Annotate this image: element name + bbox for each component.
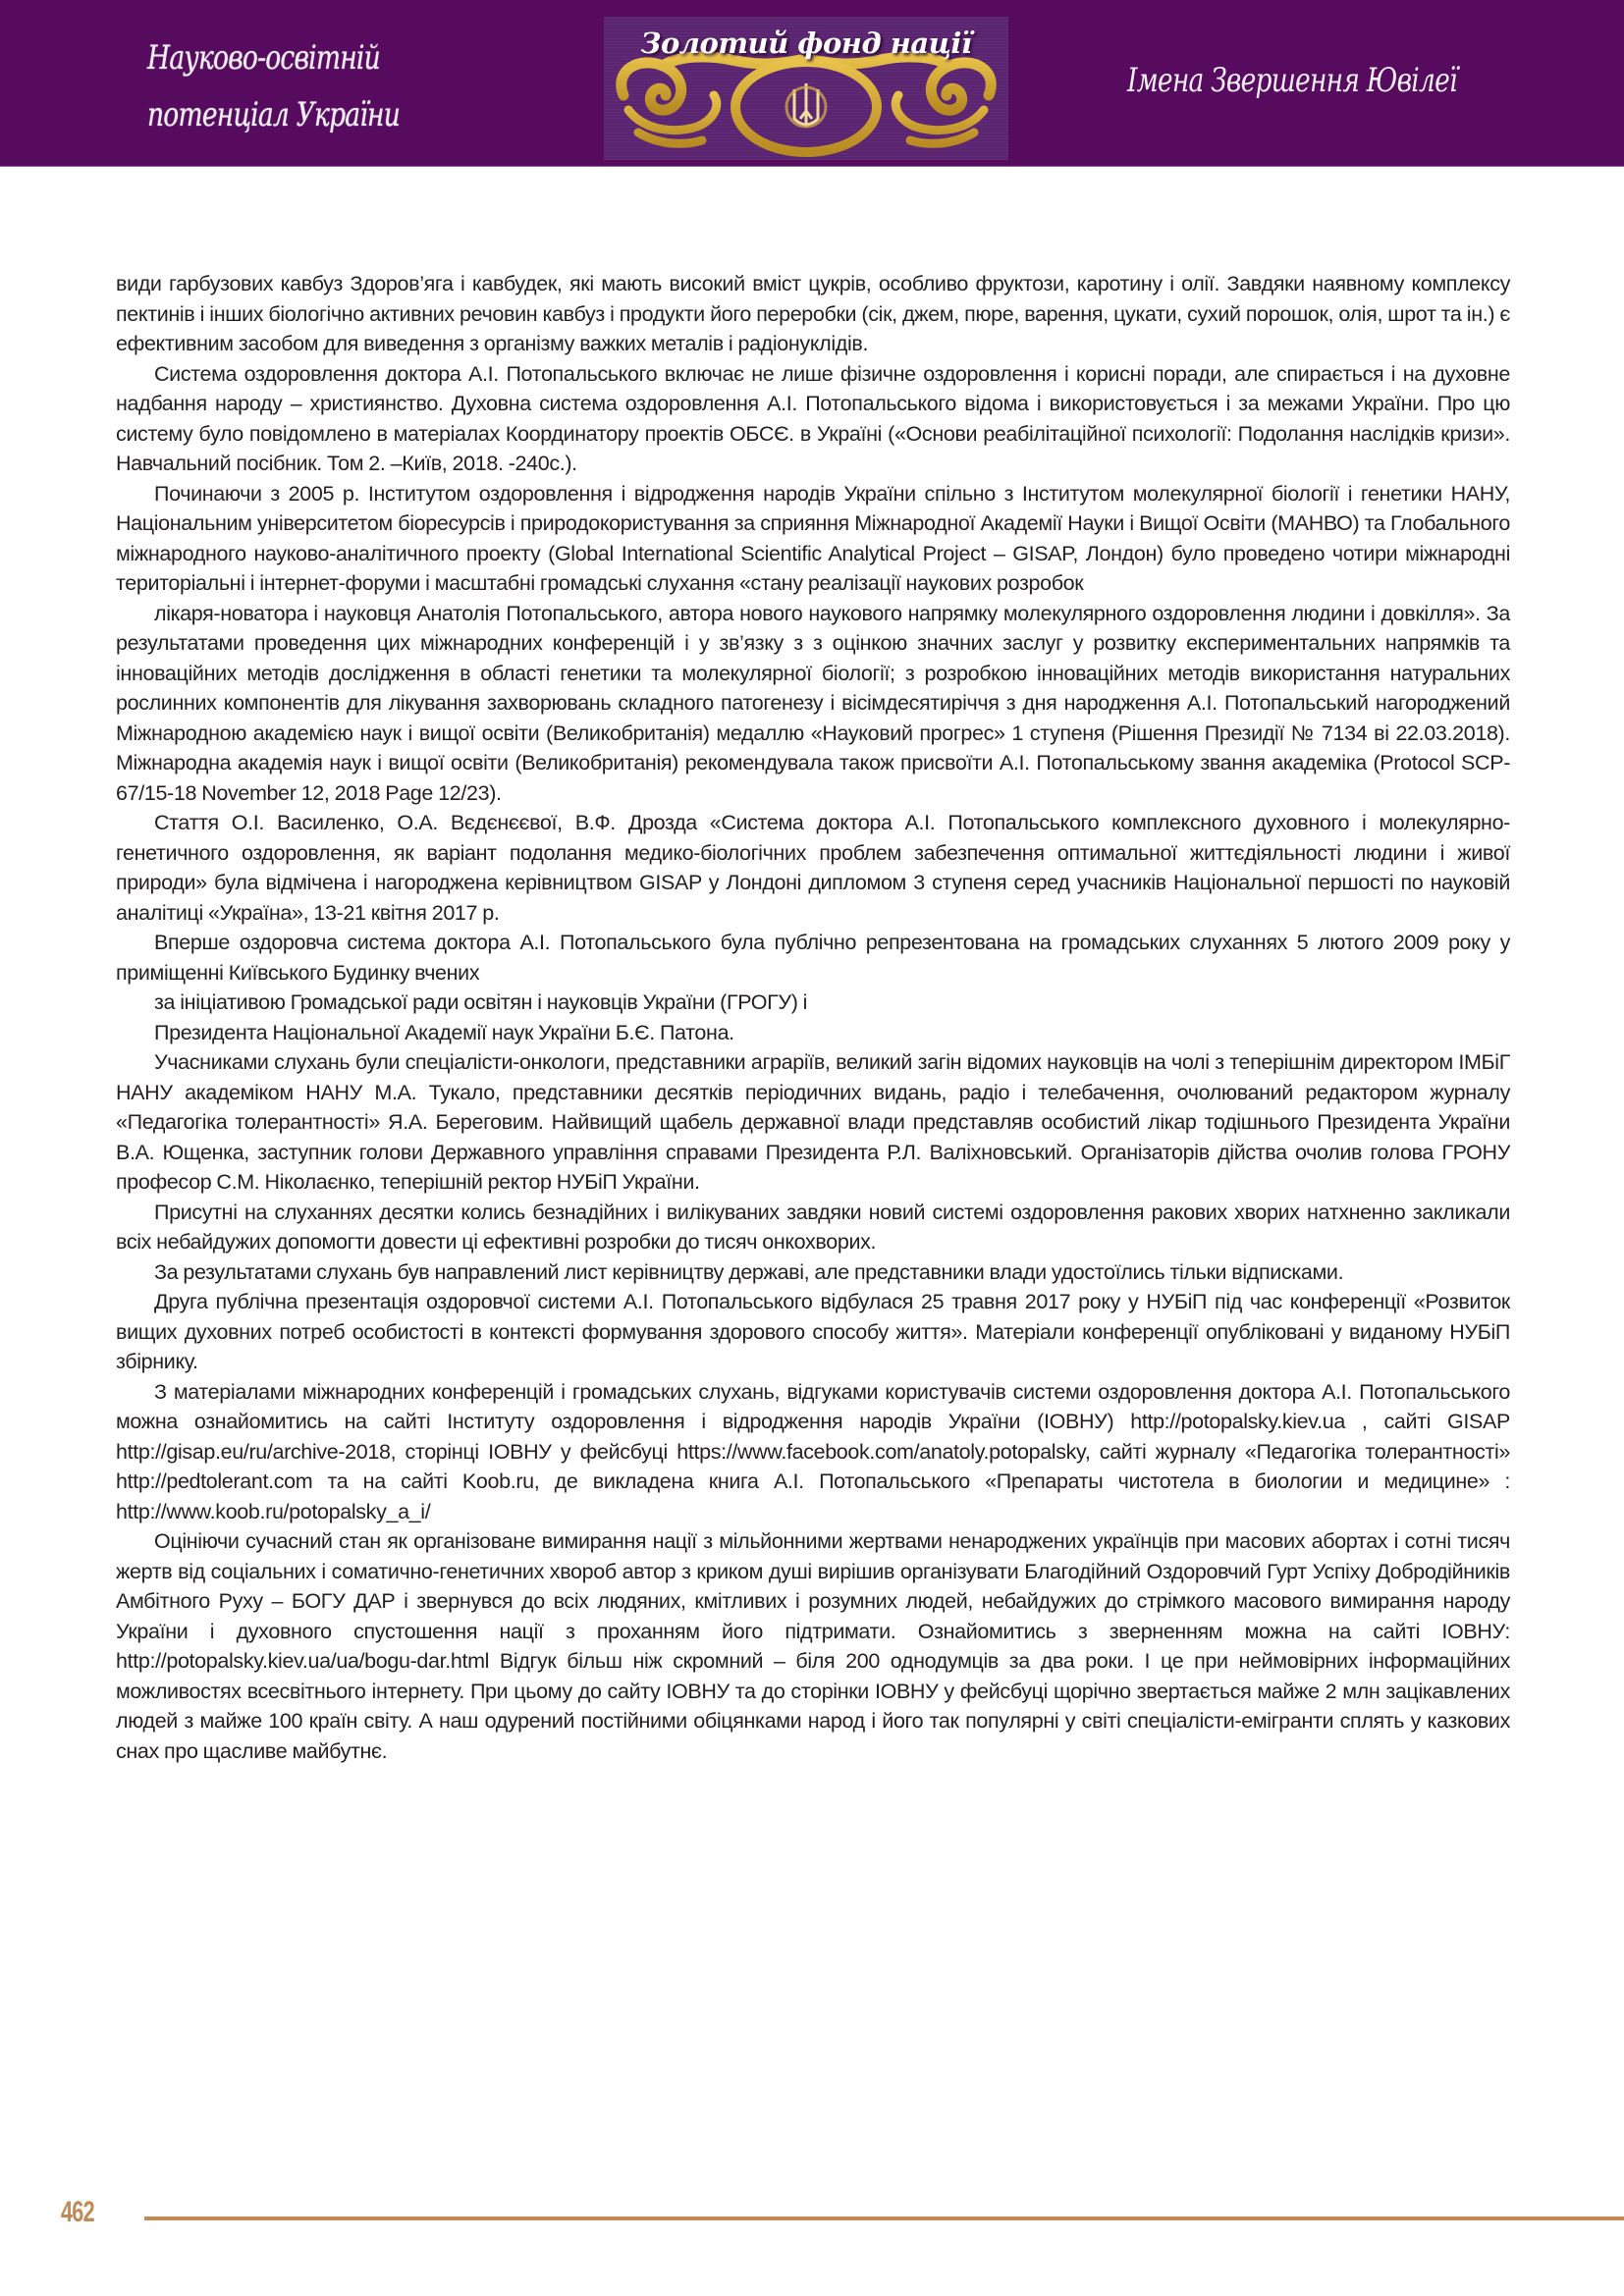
- paragraph: Присутні на слуханнях десятки колись безнадійних і вилікуваних завдяки новий системі оздоровлення ракових хворих натхненно закликали всіх небайдужих допомогти довести ці ефективні розробки до тисяч онкохворих.: [116, 1200, 1510, 1254]
- paragraph: за ініціативою Громадської ради освітян і науковців України (ГРОГУ) і: [154, 990, 808, 1014]
- paragraph: Вперше оздоровча система доктора А.І. Потопальського була публічно репрезентована на громадських слуханнях 5 лютого 2009 року у приміщенні Київського Будинку вчених: [116, 931, 1510, 985]
- paragraph: лікаря-новатора і науковця Анатолія Потопальського, автора нового наукового напрямку молекулярного оздоровлення людини і довкілля». За результатами проведення цих міжнародних конференцій і у зв’язку з з оцінкою значних заслуг у розвитку експериментальних напрямків та інноваційних методів дослідження в області генетики та молекулярної біології; з розробкою інноваційних методів використання натуральних рослинних компонентів для лікування захворювань складного патогенезу і вісімдесятиріччя з дня народження А.І. Потопальський нагороджений Міжнародною академією наук і вищої освіти (Великобританія) медаллю «Науковий прогрес» 1 ступеня (Рішення Президії № 7134 ві 22.03.2018). Міжнародна академія наук і вищої освіти (Великобританія) рекомендувала також присвоїти А.І. Потопальському звання академіка (Protocol SCP-67/15-18 November 12, 2018 Page 12/23).: [116, 601, 1510, 805]
- paragraph: Президента Національної Академії наук України Б.Є. Патона.: [154, 1020, 734, 1044]
- article-body: [116, 269, 1510, 1766]
- page-header: [0, 0, 1624, 167]
- header-section-title: [147, 29, 401, 143]
- header-right-title: Імена Звершення Ювілеї: [1127, 61, 1457, 100]
- paragraph: Стаття О.І. Василенко, О.А. Вєдєнєєвої, В.Ф. Дрозда «Система доктора А.І. Потопальського комплексного духовного і молекулярно-генетичного оздоровлення, як варіант подолання медико-біологічних проблем забезпечення оптимальної життєдіяльності людини і живої природи» була відмічена і нагороджена керівництвом GISAP у Лондоні дипломом 3 ступеня серед учасників Національної першості по науковій аналітиці «Україна», 13-21 квітня 2017 р.: [116, 811, 1510, 925]
- golden-fund-logo: [604, 17, 1008, 160]
- page-number: 462: [61, 2196, 94, 2228]
- footer-divider: [144, 2216, 1624, 2220]
- paragraph: Оцініючи сучасний стан як організоване вимирання нації з мільйонними жертвами ненароджених українців при масових абортах і сотні тисяч жертв від соціальних і соматично-генетичних хвороб автор з криком душі вирішив організувати Благодійний Оздоровчий Гурт Успіху Добродійників Амбітного Руху – БОГУ ДАР і звернувся до всіх людяних, кмітливих і розумних людей, небайдужих до стрімкого масового вимирання народу України і духовного спустошення нації з проханням його підтримати. Ознайомитись з зверненням можна на сайті ІОВНУ: http://potopalsky.kiev.ua/ua/bogu-dar.html Відгук більш ніж скромний – біля 200 однодумців за два роки. І це при неймовірних інформаційних можливостях всесвітнього інтернету. При цьому до сайту ІОВНУ та до сторінки ІОВНУ у фейсбуці щорічно звертається майже 2 млн зацікавлених людей з майже 100 країн світу. А наш одурений постійними обіцянками народ і його так популярні у світі спеціалісти-емігранти сплять у казкових снах про щасливе майбутнє.: [116, 1529, 1510, 1763]
- paragraph: Починаючи з 2005 р. Інститутом оздоровлення і відродження народів України спільно з Інститутом молекулярної біології і генетики НАНУ, Національним університетом біоресурсів і природокористування за сприяння Міжнародної Академії Науки і Вищої Освіти (МАНВО) та Глобального міжнародного науково-аналітичного проекту (Global International Scientific Analytical Project – GISAP, Лондон) було проведено чотири міжнародні територіальні і інтернет-форуми і масштабні громадські слухання «стану реалізації наукових розробок: [116, 481, 1510, 595]
- logo-title: Золотий фонд нації: [640, 27, 972, 60]
- header-left-line2: потенціал України: [147, 95, 401, 134]
- paragraph: За результатами слухань був направлений лист керівництву державі, але представники влади удостоїлись тільки відписками.: [154, 1259, 1344, 1284]
- paragraph: Друга публічна презентація оздоровчої системи А.І. Потопальського відбулася 25 травня 2017 року у НУБіП під час конференції «Розвиток вищих духовних потреб особистості в контексті формування здорового способу життя». Матеріали конференції опубліковані у виданому НУБіП збірнику.: [116, 1290, 1510, 1373]
- paragraph: З матеріалами міжнародних конференцій і громадських слухань, відгуками користувачів системи оздоровлення доктора А.І. Потопальського можна ознайомитись на сайті Інституту оздоровлення і відродження народів України (ІОВНУ) http://potopalsky.kiev.ua , сайті GISAP http://gisap.eu/ru/archive-2018, сторінці ІОВНУ у фейсбуці https://www.facebook.com/anatoly.potopalsky, сайті журналу «Педагогіка толерантності» http://pedtolerant.com та на сайті Koob.ru, де викладена книга А.І. Потопальського «Препараты чистотела в биологии и медицине» : http://www.koob.ru/potopalsky_a_i/: [116, 1379, 1510, 1523]
- header-left-line1: Науково-освітній: [147, 38, 380, 78]
- paragraph: види гарбузових кавбуз Здоров’яга і кавбудек, які мають високий вміст цукрів, особливо фруктози, каротину і олії. Завдяки наявному комплексу пектинів і інших біологічно активних речовин кавбуз і продукти його переробки (сік, джем, пюре, варення, цукати, сухий порошок, олія, шрот та ін.) є ефективним засобом для виведення з організму важких металів і радіонуклідів.: [116, 272, 1510, 355]
- paragraph: Система оздоровлення доктора А.І. Потопальського включає не лише фізичне оздоровлення і корисні поради, але спирається і на духовне надбання народу – християнство. Духовна система оздоровлення А.І. Потопальського відома і використовується і за межами України. Про цю систему було повідомлено в матеріалах Координатору проектів ОБСЄ. в Україні («Основи реабілітаційної психології: Подолання наслідків кризи». Навчальний посібник. Том 2. –Київ, 2018. -240с.).: [116, 361, 1510, 475]
- paragraph: Учасниками слухань були спеціалісти-онкологи, представники аграріїв, великий загін відомих науковців на чолі з теперішнім директором ІМБіГ НАНУ академіком НАНУ М.А. Тукало, представники десятків періодичних видань, радіо і телебачення, очолюваний редактором журналу «Педагогіка толерантності» Я.А. Береговим. Найвищий щабель державної влади представляв особистий лікар тодішнього Президента України В.А. Ющенка, заступник голови Державного управління справами Президента Р.Л. Валіхновський. Організаторів дійства очолив голова ГРОНУ професор С.М. Ніколаєнко, теперішній ректор НУБіП України.: [116, 1050, 1510, 1194]
